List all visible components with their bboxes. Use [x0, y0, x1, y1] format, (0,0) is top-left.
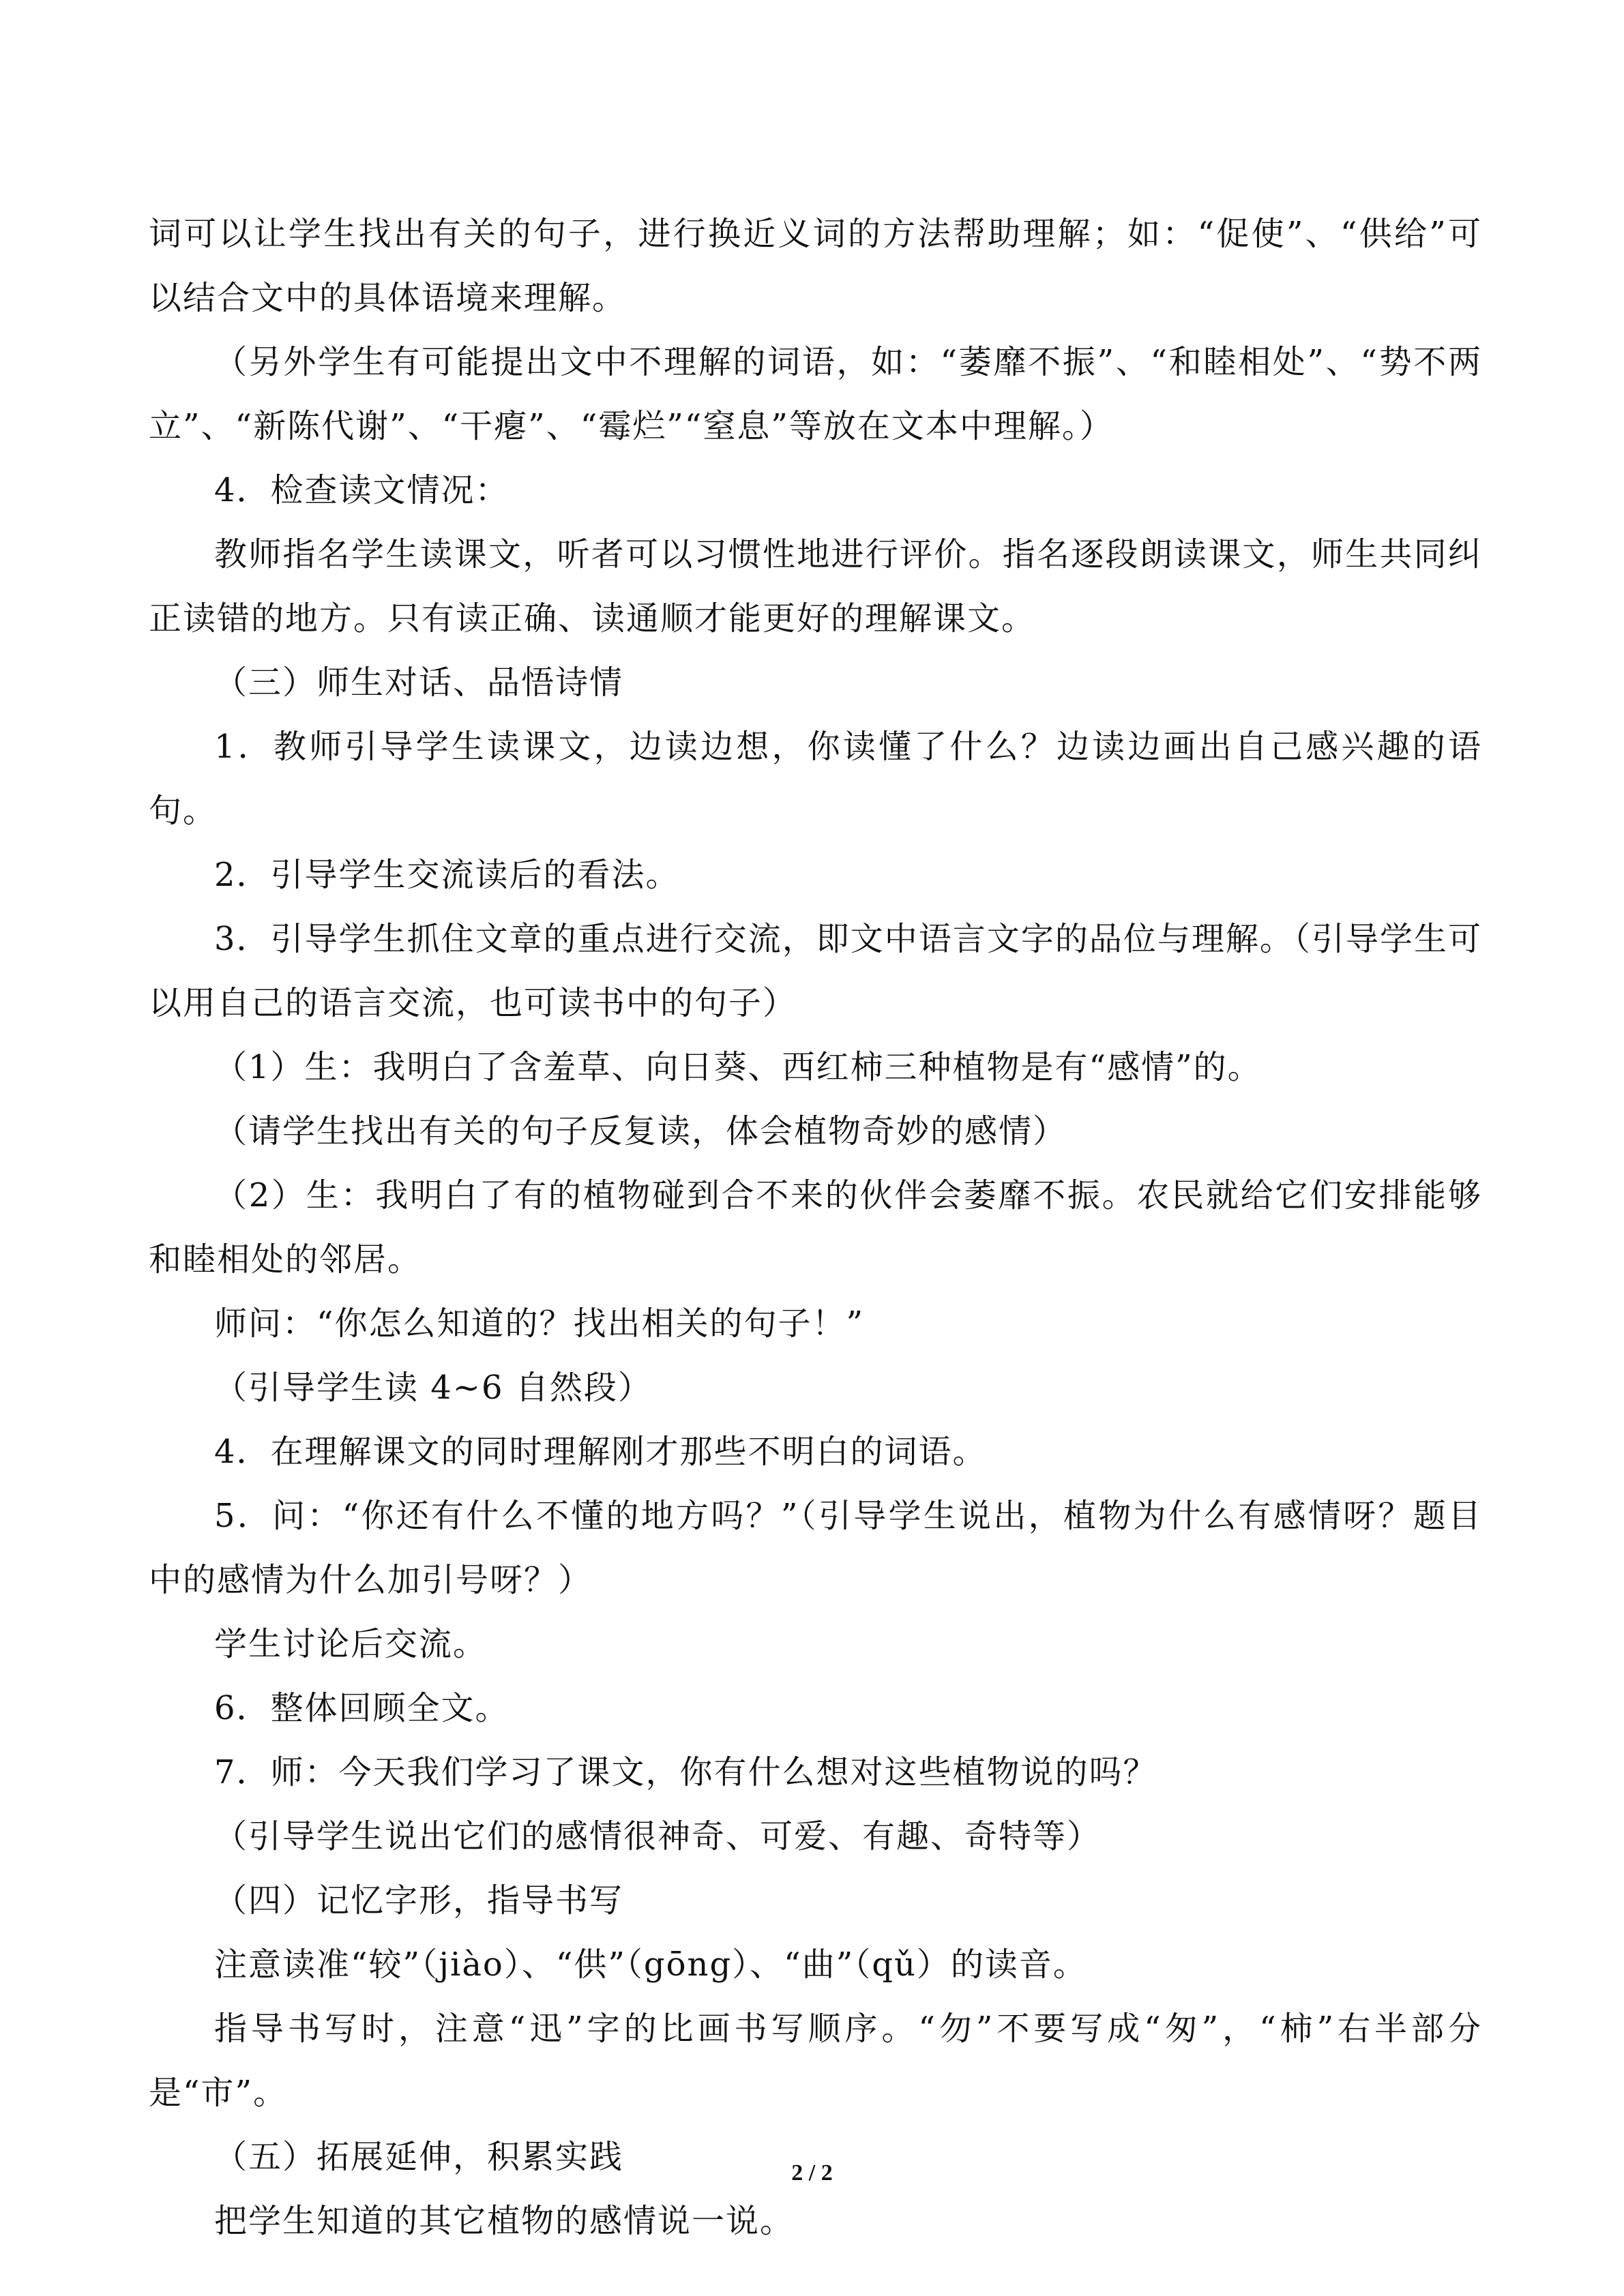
- paragraph: 把学生知道的其它植物的感情说一说。: [214, 2202, 795, 2240]
- paragraph: 4．检查读文情况：: [214, 471, 510, 509]
- paragraph: 词可以让学生找出有关的句子，进行换近义词的方法帮助理解；如：“促使”、“供给”可以结合文中的具体语境来理解。: [149, 215, 1482, 317]
- paragraph: （1）生：我明白了含羞草、向日葵、西红柿三种植物是有“感情”的。: [214, 1048, 1262, 1086]
- paragraph: 指导书写时，注意“迅”字的比画书写顺序。“勿”不要写成“匆”，“柿”右半部分是“市”。: [149, 2010, 1482, 2112]
- paragraph: 2．引导学生交流读后的看法。: [214, 856, 680, 894]
- paragraph: 师问：“你怎么知道的？找出相关的句子！”: [214, 1304, 865, 1343]
- document-body: [149, 202, 1482, 2253]
- paragraph: 3．引导学生抓住文章的重点进行交流，即文中语言文字的品位与理解。（引导学生可以用自己的语言交流，也可读书中的句子）: [149, 920, 1482, 1022]
- paragraph: 7．师：今天我们学习了课文，你有什么想对这些植物说的吗？: [214, 1753, 1157, 1791]
- section-heading: （四）记忆字形，指导书写: [214, 1881, 624, 1920]
- section-heading: （三）师生对话、品悟诗情: [214, 664, 624, 702]
- paragraph: 4．在理解课文的同时理解刚才那些不明白的词语。: [214, 1433, 987, 1471]
- paragraph: （另外学生有可能提出文中不理解的词语，如：“萎靡不振”、“和睦相处”、“势不两立”、“新陈代谢”、“干瘪”、“霉烂”“窒息”等放在文本中理解。）: [149, 343, 1482, 445]
- paragraph: 教师指名学生读课文，听者可以习惯性地进行评价。指名逐段朗读课文，师生共同纠正读错的地方。只有读正确、读通顺才能更好的理解课文。: [149, 535, 1482, 638]
- section-heading: （五）拓展延伸，积累实践: [214, 2138, 624, 2176]
- paragraph: 1．教师引导学生读课文，边读边想，你读懂了什么？边读边画出自己感兴趣的语句。: [149, 728, 1482, 830]
- paragraph: （2）生：我明白了有的植物碰到合不来的伙伴会萎靡不振。农民就给它们安排能够和睦相处的邻居。: [149, 1176, 1482, 1279]
- page-number: 2 / 2: [791, 2160, 833, 2186]
- paragraph: （引导学生读 4~6 自然段）: [214, 1369, 652, 1407]
- paragraph: （请学生找出有关的句子反复读，体会植物奇妙的感情）: [214, 1112, 1067, 1150]
- paragraph: 学生讨论后交流。: [214, 1625, 488, 1663]
- paragraph: 注意读准“较”（jiào）、“供”（gōng）、“曲”（qǔ）的读音。: [214, 1945, 1087, 1984]
- paragraph: 5．问：“你还有什么不懂的地方吗？”（引导学生说出，植物为什么有感情呀？题目中的感情为什么加引号呀？）: [149, 1497, 1482, 1599]
- paragraph: 6．整体回顾全文。: [214, 1689, 510, 1727]
- paragraph: （引导学生说出它们的感情很神奇、可爱、有趣、奇特等）: [214, 1817, 1102, 1855]
